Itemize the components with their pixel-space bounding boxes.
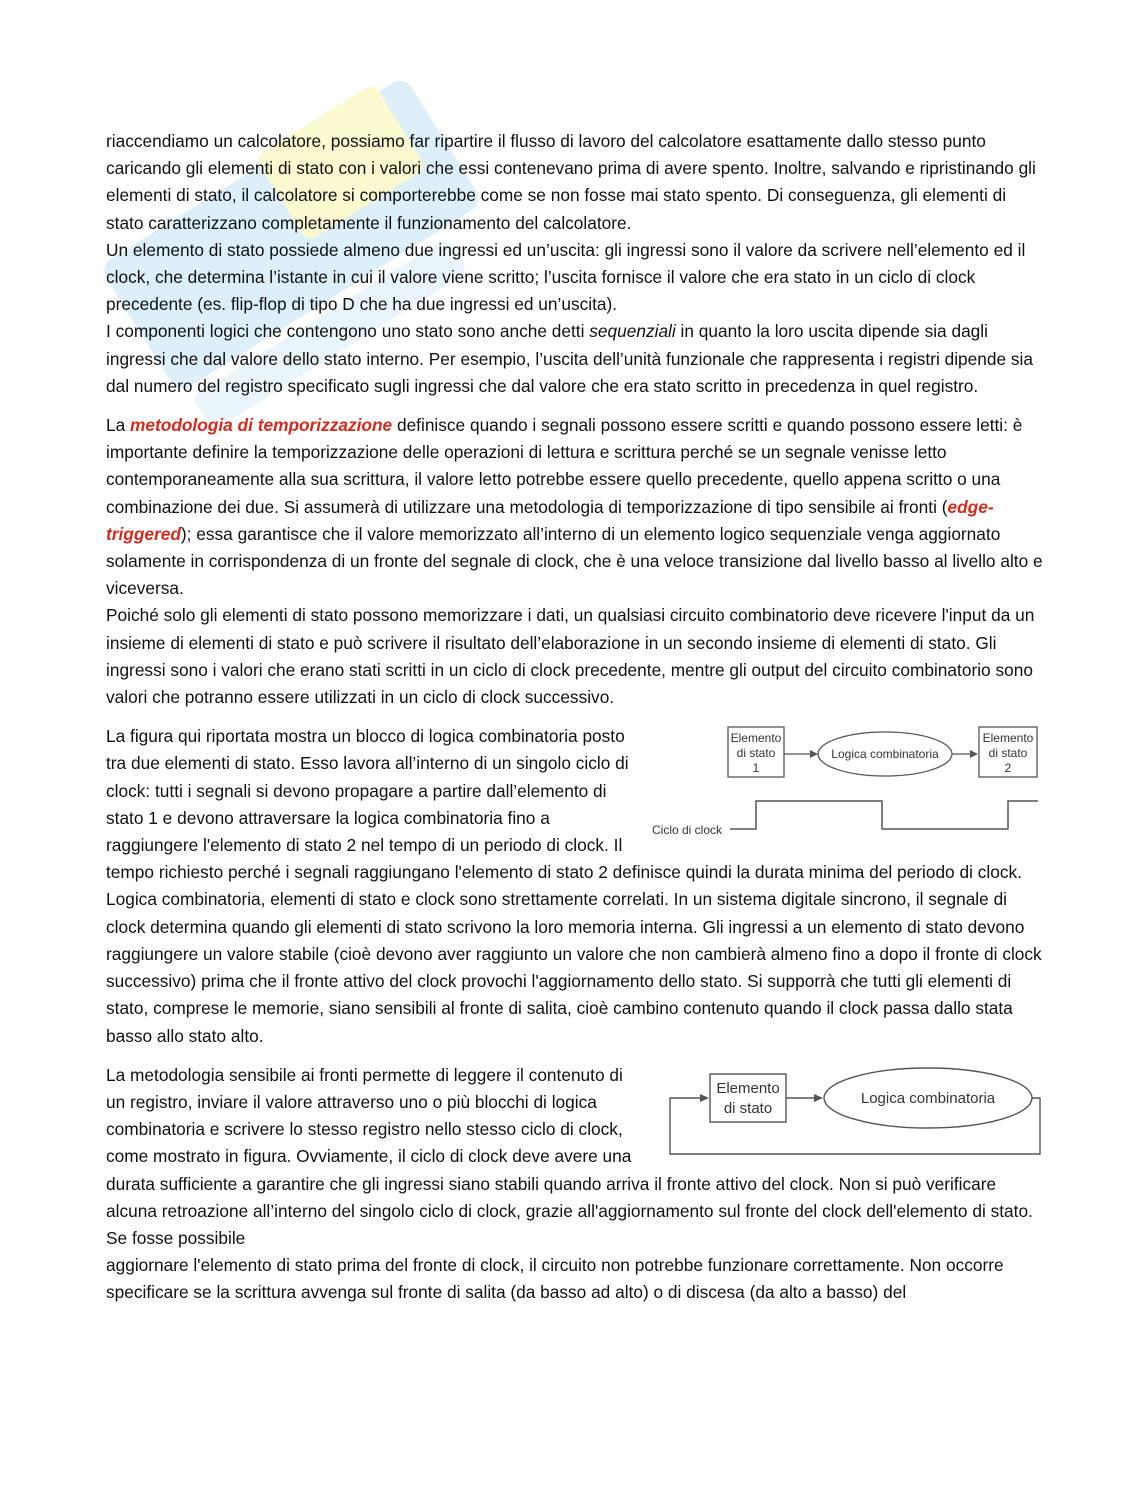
combinational-logic-label: Logica combinatoria	[831, 747, 939, 762]
paragraph	[106, 318, 1046, 400]
feedback-diagram	[666, 1062, 1046, 1166]
text-run: ); essa garantisce che il valore memorizzato all’interno di un elemento logico sequenziale venga aggiornato solamente in corrispondenza di un fronte del segnale di clock, che è una veloce transizione dal livello basso al livello alto e viceversa.	[106, 523, 1043, 599]
italic-term: sequenziali	[589, 321, 676, 342]
paragraph: riaccendiamo un calcolatore, possiamo far ripartire il flusso di lavoro del calcolatore esattamente dallo stesso punto caricando gli elementi di stato con i valori che essi contenevano prima di avere spento. Inoltre, salvando e ripristinando gli elementi di stato, il calcolatore si comporterebbe come se non fosse mai stato spento. Di conseguenza, gli elementi di stato caratterizzano completamente il funzionamento del calcolatore.	[106, 131, 1036, 233]
text-run: La	[106, 415, 131, 436]
state-element-2-label: 2	[1004, 761, 1012, 776]
state-element-2-label: di stato	[988, 746, 1028, 761]
figure-section-2	[106, 1062, 1046, 1252]
figure-section-1	[106, 723, 1046, 886]
paragraph: La metodologia sensibile ai fronti permette di leggere il contenuto di un registro, inviare il valore attraverso uno o più blocchi di logica combinatoria e scrivere lo stesso registro nello stesso ciclo di clock, come mostrato in figura. Ovviamente, il ciclo di clock deve avere una durata sufficiente a garantire che gli ingressi siano stabili quando arriva il fronte attivo del clock. Non si può verificare alcuna retroazione all’interno del singolo ciclo di clock, grazie all'aggiornamento sul fronte del clock dell'elemento di stato. Se fosse possibile	[106, 1064, 1033, 1248]
paragraph: Logica combinatoria, elementi di stato e clock sono strettamente correlati. In un sistema digitale sincrono, il segnale di clock determina quando gli elementi di stato scrivono la loro memoria interna. Gli ingressi a un elemento di stato devono raggiungere un valore stabile (cioè devono aver raggiunto un valore che non cambierà almeno fino a dopo il fronte di clock successivo) prima che il fronte attivo del clock provochi l'aggiornamento dello stato. Si supporrà che tutti gli elementi di stato, comprese le memorie, siano sensibili al fronte di salita, cioè cambino contenuto quando il clock passa dallo stata basso allo stato alto.	[106, 889, 1042, 1046]
state-element-1-label: Elemento	[730, 731, 782, 746]
combinational-logic-label: Logica combinatoria	[860, 1089, 996, 1107]
state-element-label: Elemento	[716, 1079, 780, 1097]
clock-waveform	[730, 801, 1038, 829]
paragraph: La figura qui riportata mostra un blocco di logica combinatoria posto tra due elementi di stato. Esso lavora all’interno di un singolo ciclo di clock: tutti i segnali si devono propagare a partire dall’elemento di stato 1 e devono attraversare la logica combinatoria fino a raggiungere l'elemento di stato 2 nel tempo di un periodo di clock. Il tempo richiesto perché i segnali raggiungano l'elemento di stato 2 definisce quindi la durata minima del periodo di clock.	[106, 726, 1022, 883]
text-run: I componenti logici che contengono uno stato sono anche detti	[106, 321, 590, 342]
paragraph	[106, 412, 1046, 602]
state-element-1-label: di stato	[736, 746, 776, 761]
document-body	[106, 128, 1046, 1307]
paragraph: Poiché solo gli elementi di stato possono memorizzare i dati, un qualsiasi circuito combinatorio deve ricevere l'input da un insieme di elementi di stato e può scrivere il risultato dell’elaborazione in un secondo insieme di elementi di stato. Gli ingressi sono i valori che erano stati scritti in un ciclo di clock precedente, mentre gli output del circuito combinatorio sono valori che potranno essere utilizzati in un ciclo di clock successivo.	[106, 605, 1035, 708]
text-run: definisce quando i segnali possono essere scritti e quando possono essere letti: è importante definire la temporizzazione delle operazioni di lettura e scrittura perché se un segnale venisse letto contemporaneamente alla sua scrittura, il valore letto potrebbe essere quello precedente, quello appena scritto o una combinazione dei due. Si assumerà di utilizzare una metodologia di temporizzazione di tipo sensibile ai fronti (	[106, 415, 1023, 517]
paragraph: Un elemento di stato possiede almeno due ingressi ed un’uscita: gli ingressi sono il valore da scrivere nell’elemento ed il clock, che determina l’istante in cui il valore viene scritto; l’uscita fornisce il valore che era stato in un ciclo di clock precedente (es. flip-flop di tipo D che ha due ingressi ed un’uscita).	[106, 239, 1026, 315]
highlighted-term: edge-triggered	[106, 496, 994, 544]
state-element-2-label: Elemento	[982, 731, 1034, 746]
text-run: in quanto la loro uscita dipende sia dagli ingressi che dal valore dello stato interno. Per esempio, l’uscita dell’unità funzionale che rappresenta i registri dipende sia dal numero del registro specificato sugli ingressi che dal valore che era stato scritto in precedenza in quel registro.	[106, 321, 1033, 396]
timing-diagram	[652, 723, 1046, 843]
state-element-1-label: 1	[752, 761, 760, 776]
clock-cycle-label: Ciclo di clock	[652, 823, 723, 838]
paragraph: aggiornare l'elemento di stato prima del fronte di clock, il circuito non potrebbe funzionare correttamente. Non occorre specificare se la scrittura avvenga sul fronte di salita (da basso ad alto) o di discesa (da alto a basso) del	[106, 1255, 1004, 1303]
highlighted-term: metodologia di temporizzazione	[130, 415, 393, 436]
state-element-label: di stato	[723, 1099, 773, 1117]
